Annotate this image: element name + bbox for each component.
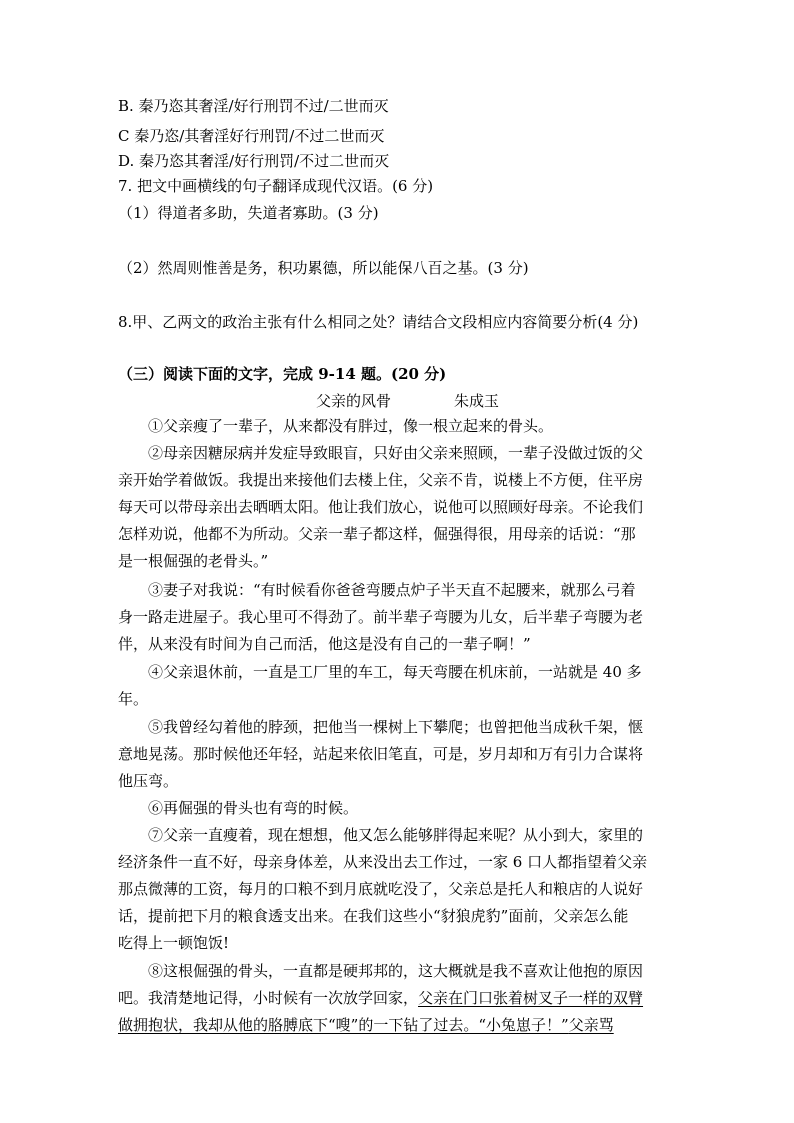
- paragraph-line: 年。: [118, 690, 149, 708]
- article-author: 朱成玉: [454, 392, 500, 410]
- paragraph-line: ③妻子对我说：“有时候看你爸爸弯腰点炉子半天直不起腰来，就那么弓着: [148, 581, 636, 599]
- option-c: C 秦乃恣/其奢淫好行刑罚/不过二世而灭: [118, 127, 385, 145]
- paragraph-line: ②母亲因糖尿病并发症导致眼盲，只好由父亲来照顾，一辈子没做过饭的父: [148, 444, 644, 462]
- question-7: 7. 把文中画横线的句子翻译成现代汉语。(6 分): [118, 177, 434, 195]
- paragraph-line: 身一路走进屋子。我心里可不得劲了。前半辈子弯腰为儿女，后半辈子弯腰为老: [118, 608, 644, 626]
- paragraph-line: 吃得上一顿饱饭!: [118, 934, 230, 952]
- paragraph-line: 是一根倔强的老骨头。”: [118, 552, 269, 570]
- paragraph-line: 话，提前把下月的粮食透支出来。在我们这些小“豺狼虎豹”面前，父亲怎么能: [118, 907, 629, 925]
- underlined-sentence: 父亲在门口张着树叉子一样的双臂: [418, 989, 644, 1007]
- paragraph-line: ⑥再倔强的骨头也有弯的时候。: [148, 799, 359, 817]
- paragraph-line: 亲开始学着做饭。我提出来接他们去楼上住，父亲不肯，说楼上不方便，住平房: [118, 471, 644, 489]
- option-b: B. 秦乃恣其奢淫/好行刑罚不过/二世而灭: [118, 97, 389, 115]
- paragraph-line: ④父亲退休前，一直是工厂里的车工，每天弯腰在机床前，一站就是 40 多: [148, 663, 642, 681]
- question-8: 8.甲、乙两文的政治主张有什么相同之处？请结合文段相应内容简要分析(4 分): [118, 313, 639, 331]
- paragraph-line: ⑦父亲一直瘦着，现在想想，他又怎么能够胖得起来呢？从小到大，家里的: [148, 826, 644, 844]
- paragraph-line: 怎样劝说，他都不为所动。父亲一辈子都这样，倔强得很，用母亲的话说：“那: [118, 525, 636, 543]
- paragraph-line: 他压弯。: [118, 772, 179, 790]
- option-d: D. 秦乃恣其奢淫/好行刑罚/不过二世而灭: [118, 152, 390, 170]
- underlined-sentence: 做拥抱状，我却从他的胳膊底下“嗖”的一下钻了过去。“小兔崽子！”: [118, 1016, 569, 1034]
- paragraph-line: 意地晃荡。那时候他还年轻，站起来依旧笔直，可是，岁月却和万有引力合谋将: [118, 745, 644, 763]
- section-3-heading: （三）阅读下面的文字，完成 9-14 题。(20 分): [118, 365, 447, 383]
- paragraph-line: [118, 988, 643, 1008]
- paragraph-line: ①父亲瘦了一辈子，从来都没有胖过，像一根立起来的骨头。: [148, 417, 554, 435]
- underlined-sentence: 父亲骂: [568, 1016, 614, 1034]
- article-title: 父亲的风骨: [316, 392, 392, 410]
- paragraph-line: ⑤我曾经勾着他的脖颈，把他当一棵树上下攀爬；也曾把他当成秋千架，惬: [148, 718, 644, 736]
- question-7-sentence-1: （1）得道者多助，失道者寡助。(3 分): [118, 204, 379, 222]
- paragraph-line: 伴，从来没有时间为自己而活，他这是没有自己的一辈子啊！”: [118, 635, 531, 653]
- paragraph-line: 经济条件一直不好，母亲身体差，从来没出去工作过，一家 6 口人都指望着父亲: [118, 853, 648, 871]
- paragraph-line: ⑧这根倔强的骨头，一直都是硬邦邦的，这大概就是我不喜欢让他抱的原因: [148, 962, 644, 980]
- paragraph-line: 那点微薄的工资，每月的口粮不到月底就吃没了，父亲总是托人和粮店的人说好: [118, 880, 644, 898]
- paragraph-line: 每天可以带母亲出去晒晒太阳。他让我们放心，说他可以照顾好母亲。不论我们: [118, 498, 644, 516]
- plain-text: 吧。我清楚地记得，小时候有一次放学回家，: [118, 989, 419, 1007]
- question-7-sentence-2: （2）然周则惟善是务，积功累德，所以能保八百之基。(3 分): [118, 259, 529, 277]
- paragraph-line: [118, 1015, 614, 1035]
